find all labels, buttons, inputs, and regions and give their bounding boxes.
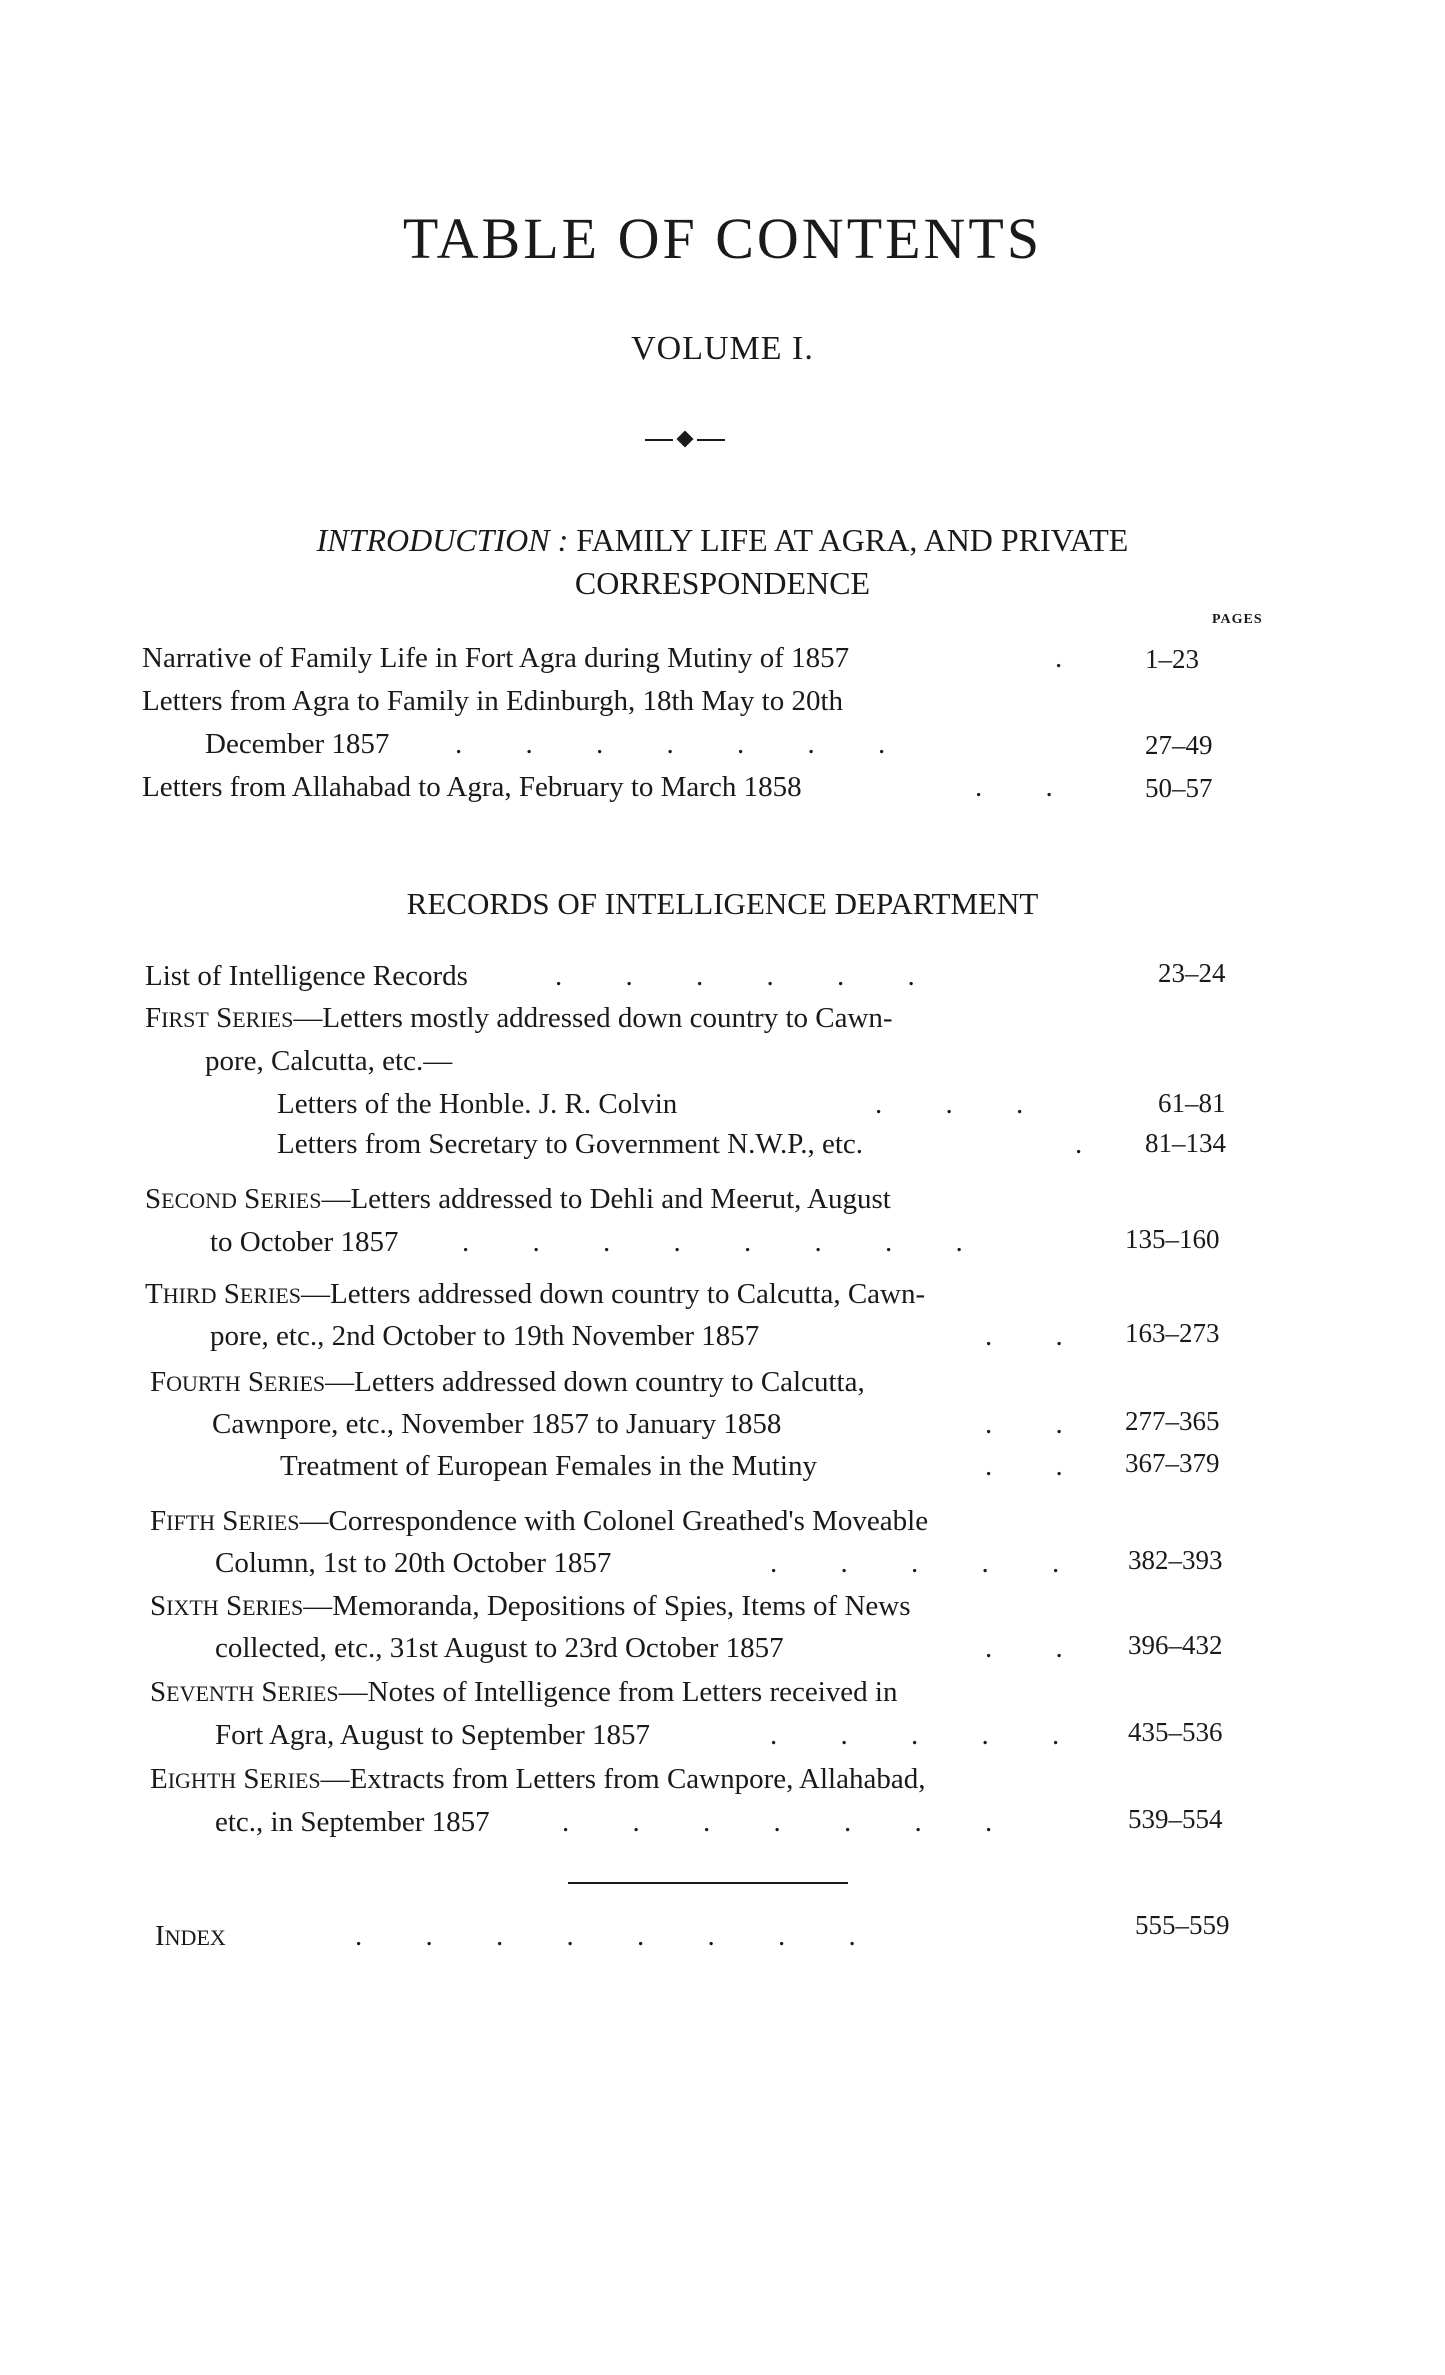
toc-entry-text: Letters from Allahabad to Agra, February to March 1858 [142,771,802,803]
leader-dots: . . . . . [770,1719,1088,1751]
leader-dots: . . . [875,1088,1052,1120]
leader-dots: . . . . . . [555,960,943,992]
ornament-divider [645,430,725,450]
series-entry-fourth: FOURTH SERIES—Letters addressed down country to Calcutta, [150,1366,865,1398]
page-range: 61–81 [1158,1088,1226,1118]
introduction-title: FAMILY LIFE AT AGRA, AND PRIVATE [576,522,1129,558]
volume-heading: VOLUME I. [631,330,814,367]
series-entry-sixth: SIXTH SERIES—Memoranda, Depositions of Spies, Items of News [150,1590,911,1622]
series-entry-fifth: FIFTH SERIES—Correspondence with Colonel Greathed's Moveable [150,1505,929,1537]
page-range: 396–432 [1128,1630,1223,1660]
series-entry-first: FIRST SERIES—Letters mostly addressed down country to Cawn- [145,1002,893,1034]
toc-subentry-text: Letters from Secretary to Government N.W.P., etc. [277,1128,864,1160]
records-heading: RECORDS OF INTELLIGENCE DEPARTMENT [406,886,1039,921]
pages-column-header: PAGES [1212,612,1263,627]
leader-dots: . . . . . [770,1547,1088,1579]
toc-entry-text: Letters from Agra to Family in Edinburgh, 18th May to 20th [142,685,844,717]
toc-subentry-text: Letters of the Honble. J. R. Colvin [277,1088,678,1120]
toc-entry-text: Narrative of Family Life in Fort Agra during Mutiny of 1857 [142,642,850,674]
leader-dots: . . [985,1320,1091,1352]
page-range: 27–49 [1145,730,1213,760]
toc-subentry-text: Treatment of European Females in the Mutiny [280,1450,817,1482]
toc-entry-text-cont: to October 1857 [210,1226,399,1258]
leader-dots: . . [985,1632,1091,1664]
index-entry: INDEX [155,1920,226,1952]
page-range: 50–57 [1145,773,1213,803]
leader-dots: . . [985,1450,1091,1482]
page-range: 539–554 [1128,1804,1223,1834]
toc-entry-text-cont: Column, 1st to 20th October 1857 [215,1547,612,1579]
toc-entry-text-cont: Cawnpore, etc., November 1857 to January 1858 [212,1408,782,1440]
series-entry-second: SECOND SERIES—Letters addressed to Dehli and Meerut, August [145,1183,891,1215]
leader-dots: . . [985,1408,1091,1440]
leader-dots: . . . . . . . . [355,1920,884,1952]
toc-entry-text-cont: Fort Agra, August to September 1857 [215,1719,650,1751]
page-range: 163–273 [1125,1318,1220,1348]
toc-entry-text-cont: collected, etc., 31st August to 23rd October 1857 [215,1632,784,1664]
toc-entry-text-cont: December 1857 [205,728,390,760]
leader-dots: . . . . . . . . [462,1226,991,1258]
page-range: 1–23 [1145,644,1199,674]
page-range: 81–134 [1145,1128,1226,1158]
toc-entry-text: List of Intelligence Records [145,960,468,992]
leader-dots: . . . . . . . [455,728,914,760]
page-range: 367–379 [1125,1448,1220,1478]
page-range: 23–24 [1158,958,1226,988]
series-entry-eighth: EIGHTH SERIES—Extracts from Letters from Cawnpore, Allahabad, [150,1763,926,1795]
page-range: 277–365 [1125,1406,1220,1436]
page-title: TABLE OF CONTENTS [402,206,1043,271]
page-range: 555–559 [1135,1910,1230,1940]
introduction-heading-line2: CORRESPONDENCE [574,565,871,601]
page-range: 435–536 [1128,1717,1223,1747]
series-entry-third: THIRD SERIES—Letters addressed down country to Calcutta, Cawn- [145,1278,926,1310]
leader-dots: . . [975,771,1081,803]
leader-dots: . [1075,1128,1111,1160]
leader-dots: . . . . . . . [562,1806,1021,1838]
introduction-heading [0,522,1445,559]
toc-entry-text-cont: pore, Calcutta, etc.— [205,1045,453,1077]
divider-rule [568,1882,848,1884]
series-entry-seventh: SEVENTH SERIES—Notes of Intelligence from Letters received in [150,1676,898,1708]
toc-entry-text-cont: pore, etc., 2nd October to 19th November 1857 [210,1320,760,1352]
toc-entry-text-cont: etc., in September 1857 [215,1806,490,1838]
leader-dots: . [1055,642,1091,674]
page-range: 135–160 [1125,1224,1220,1254]
page-range: 382–393 [1128,1545,1223,1575]
introduction-label: INTRODUCTION : [316,522,569,558]
